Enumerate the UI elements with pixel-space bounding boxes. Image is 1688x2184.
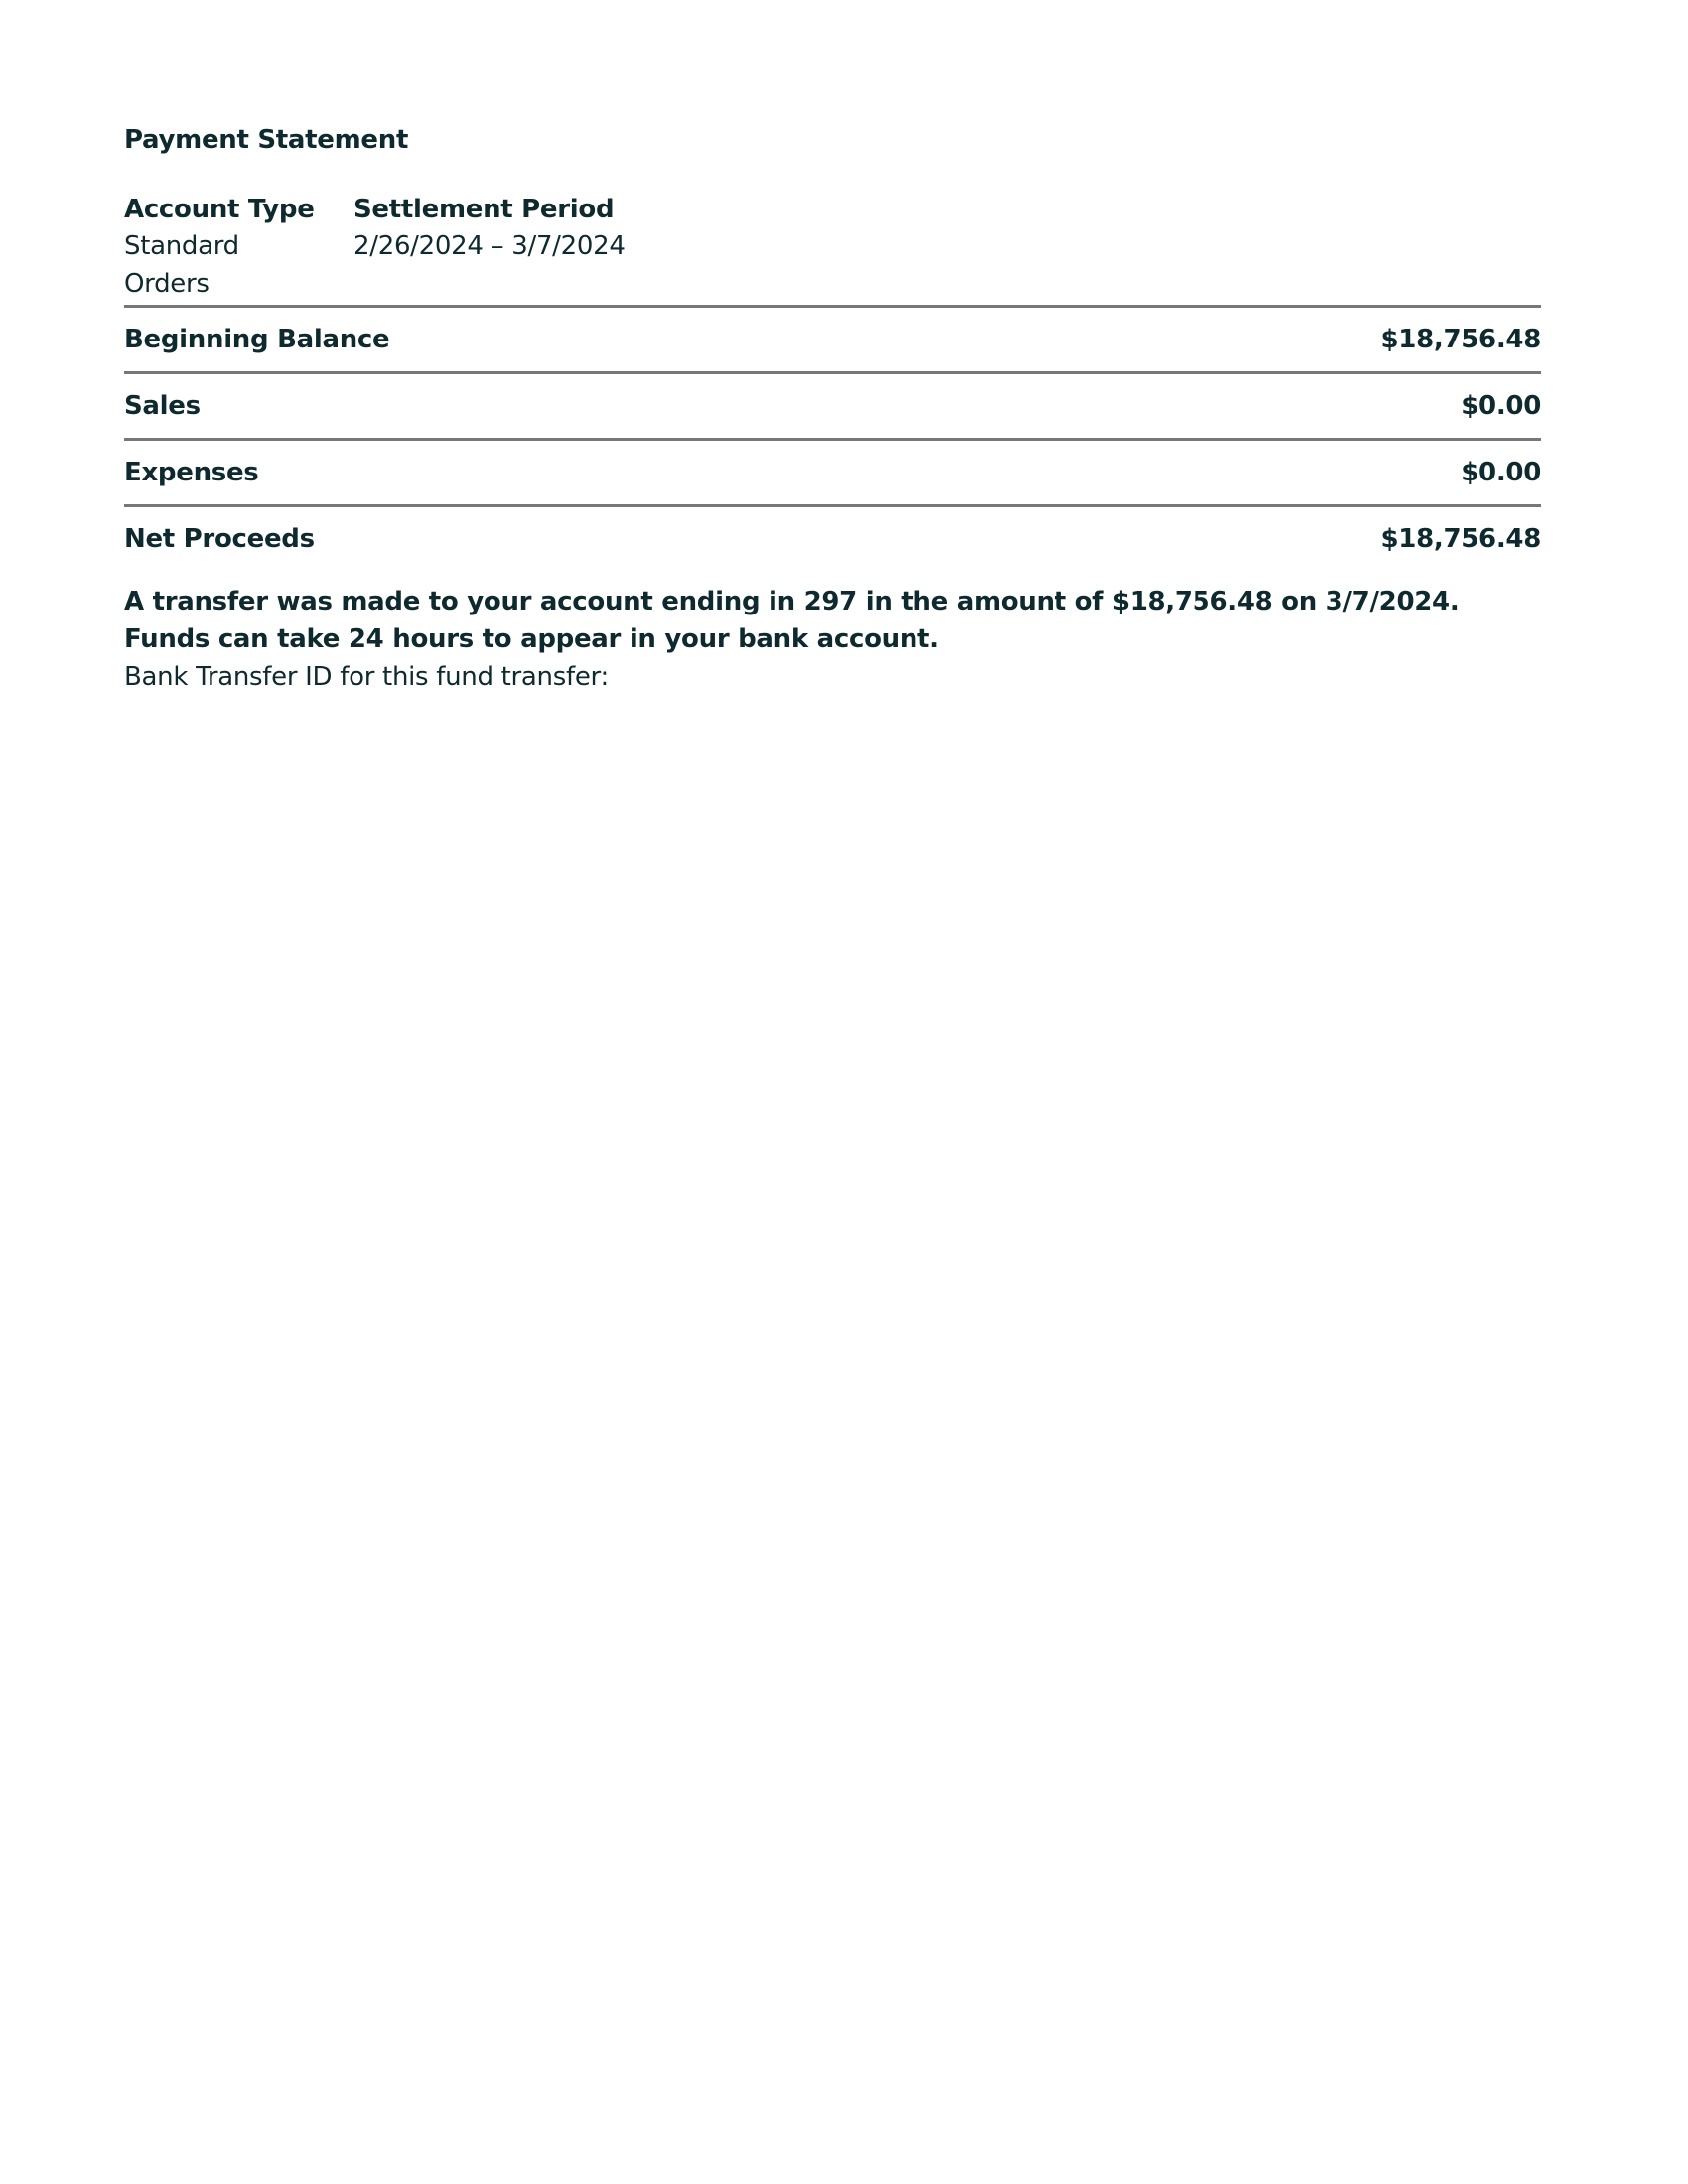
summary-label: Net Proceeds (124, 524, 315, 554)
summary-row-expenses (124, 438, 1541, 504)
summary-label: Beginning Balance (124, 325, 390, 354)
account-type-block (124, 192, 325, 303)
transfer-note: A transfer was made to your account ending in 297 in the amount of $18,756.48 on 3/7/2024. Funds can take 24 hours to appear in your bank account. (124, 587, 1460, 654)
settlement-period-label: Settlement Period (353, 195, 615, 224)
summary-row-net-proceeds (124, 504, 1541, 571)
summary-row-beginning-balance (124, 305, 1541, 371)
transfer-section (124, 583, 1541, 696)
statement-meta (124, 192, 655, 303)
bank-transfer-id-label: Bank Transfer ID for this fund transfer: (124, 662, 609, 692)
summary-amount: $18,756.48 (1380, 325, 1541, 354)
settlement-period-block (353, 192, 626, 303)
summary-amount: $0.00 (1461, 391, 1541, 421)
summary-amount: $0.00 (1461, 458, 1541, 487)
account-type-value: Standard Orders (124, 231, 239, 299)
settlement-period-value: 2/26/2024 – 3/7/2024 (353, 231, 626, 261)
summary-row-sales (124, 371, 1541, 438)
account-type-label: Account Type (124, 195, 315, 224)
summary-amount: $18,756.48 (1380, 524, 1541, 554)
page-title: Payment Statement (124, 125, 409, 155)
summary-table (124, 305, 1541, 571)
summary-label: Sales (124, 391, 201, 421)
summary-label: Expenses (124, 458, 259, 487)
